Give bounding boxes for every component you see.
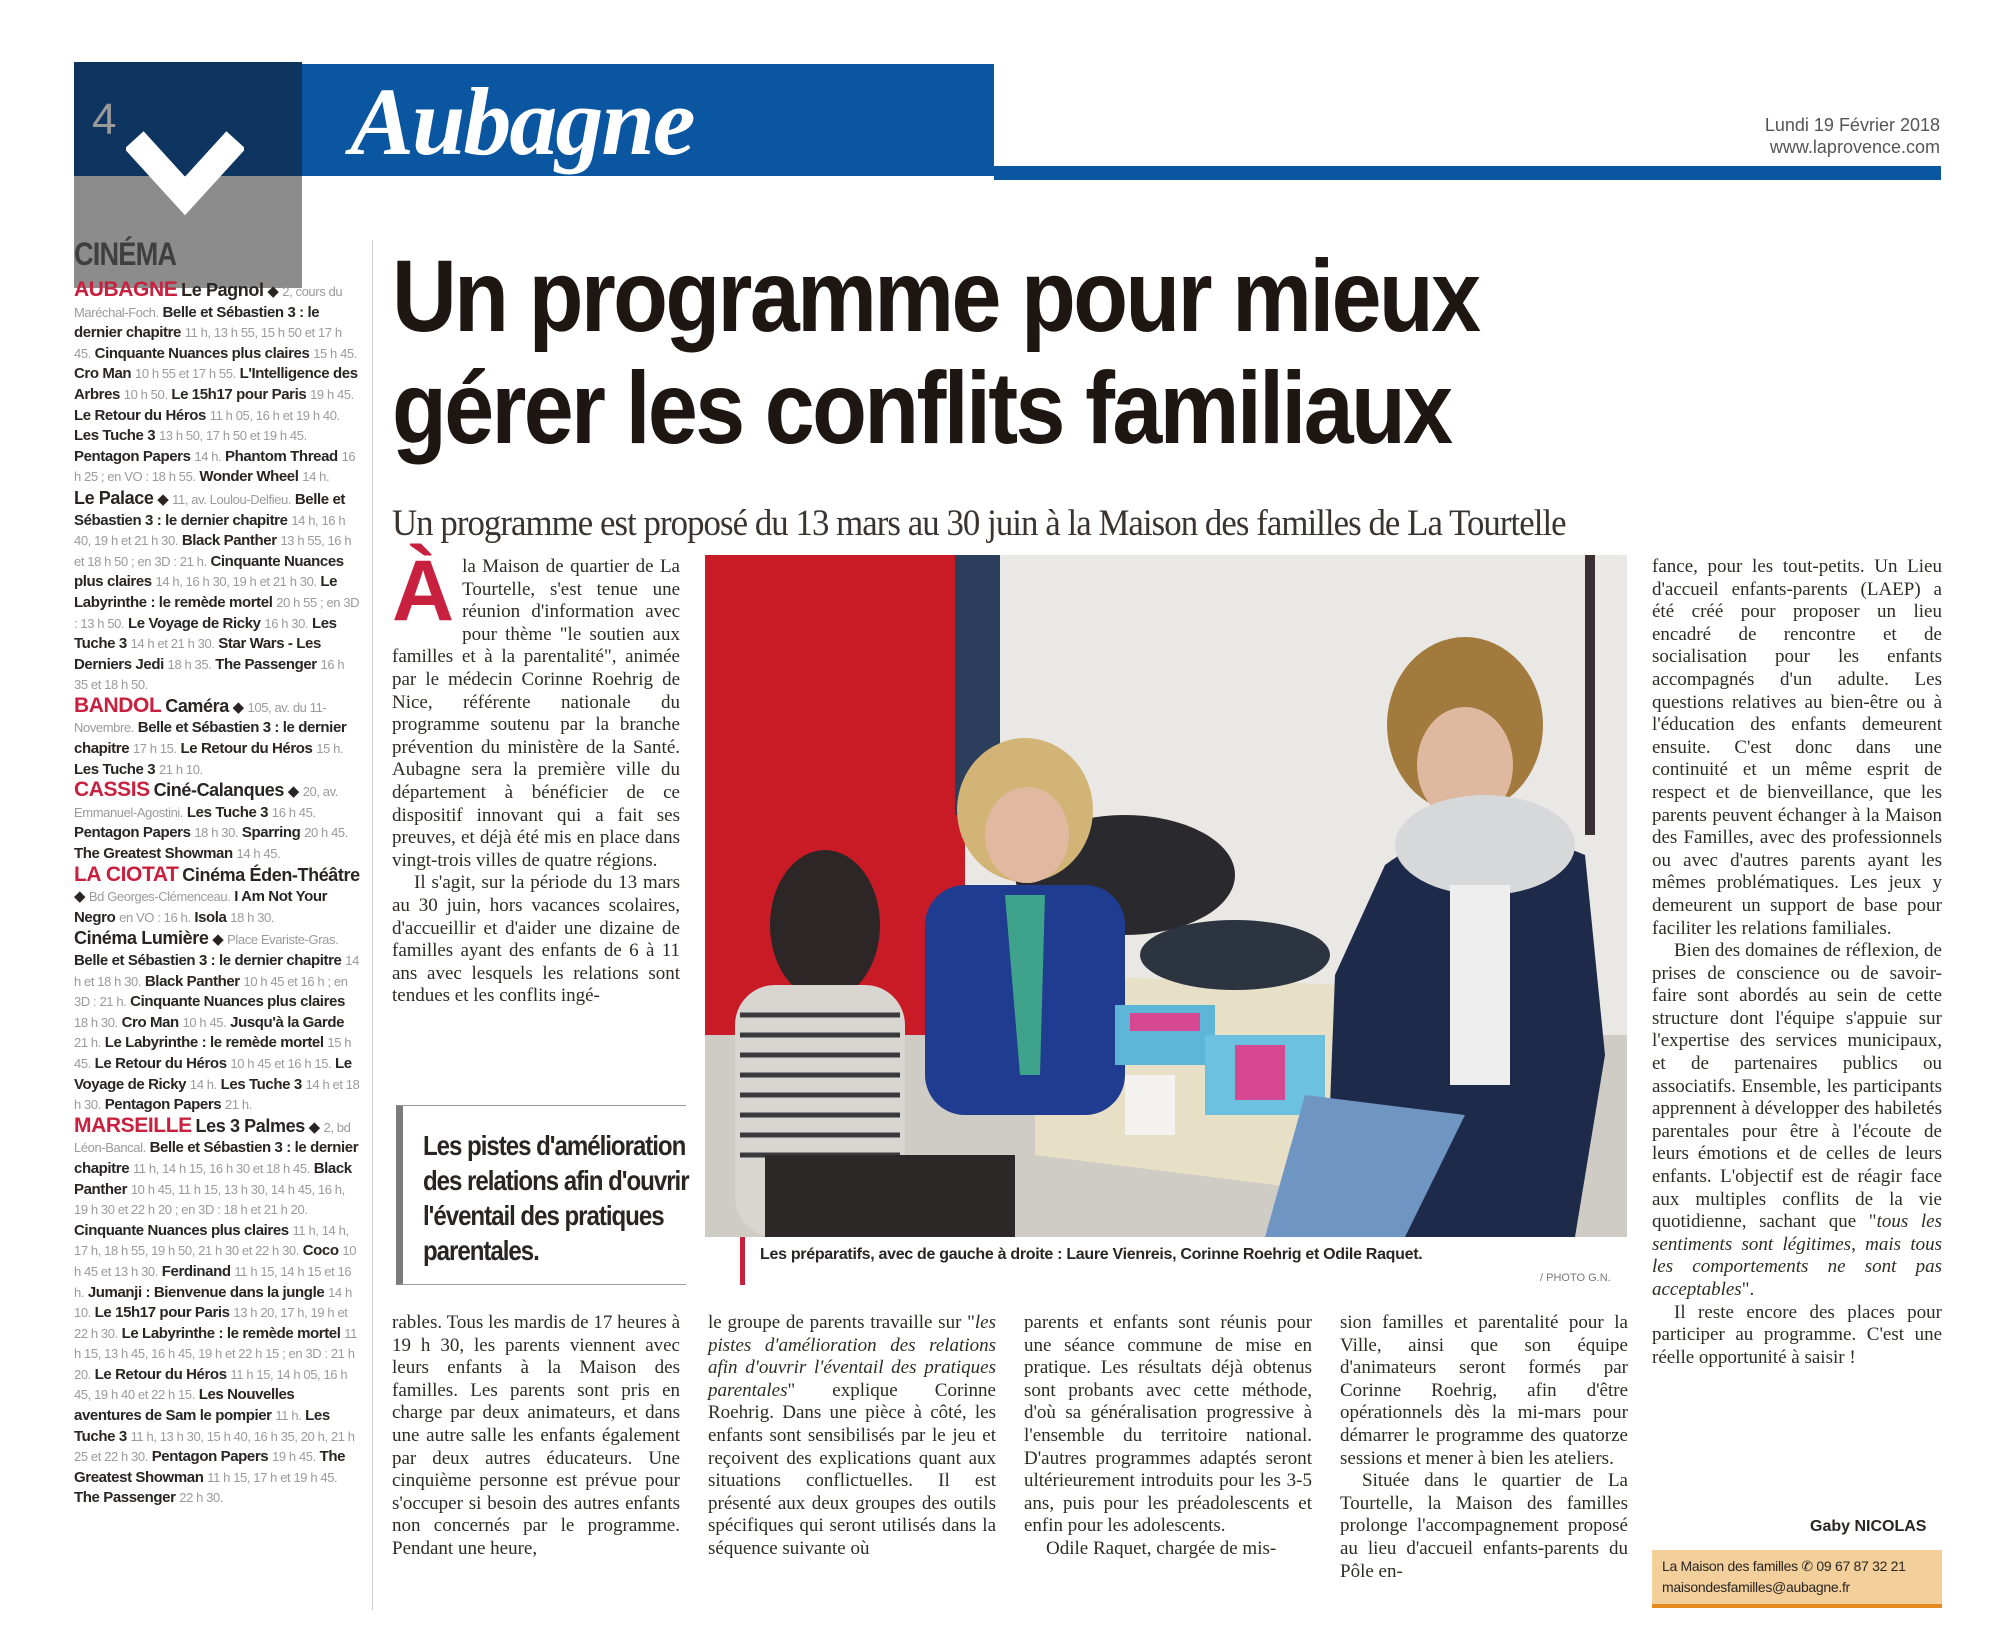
film-times: 13 h 20, 17 h, 19 h et 22 h 30. [74, 1305, 348, 1341]
film-title: Le Retour du Héros [94, 1054, 227, 1072]
film-title: Coco [302, 1242, 339, 1260]
cinema-city: AUBAGNE [74, 278, 178, 301]
film-times: 14 h, 16 h 40, 19 h et 21 h 30. [74, 512, 346, 549]
film-title: Pentagon Papers [74, 447, 191, 465]
cinema-listing [74, 780, 360, 864]
film-title: Black Panther [144, 972, 240, 990]
film-title: Le 15h17 pour Paris [171, 385, 307, 403]
article-headline [392, 240, 1765, 464]
film-times: 21 h 10. [158, 761, 203, 777]
headline-line-1: Un programme pour mieux [392, 239, 1479, 353]
cinema-listing [74, 280, 360, 488]
film-title: Cinquante Nuances plus claires [74, 1221, 289, 1239]
film-times: 14 h. [302, 469, 330, 485]
film-title: Les Tuche 3 [74, 760, 156, 778]
header-rule [994, 166, 1941, 180]
cinema-section-title: CINÉMA [74, 236, 177, 272]
pull-quote [396, 1105, 689, 1285]
article-column-bottom-1 [392, 1312, 680, 1561]
paragraph: parents et enfants sont réunis pour une séance commune de mise en pratique. Les résultats déjà obtenus sont probants avec cette méthode, d'où sa généralisation progressive à l'ensemble du territoire national. D'autres programmes adaptés seront ultérieurement introduits pour les 3-5 ans, puis pour les préadolescents et enfin pour les adolescents. [1024, 1312, 1312, 1537]
cinema-address: Bd Georges-Clémenceau. [88, 889, 231, 905]
film-title: Belle et Sébastien 3 : le dernier chapitre [74, 303, 320, 342]
diamond-icon: ◆ [153, 490, 173, 508]
film-title: Belle et Sébastien 3 : le dernier chapitre [74, 490, 346, 529]
film-title: Wonder Wheel [199, 468, 299, 486]
paragraph: rables. Tous les mardis de 17 heures à 19 h 30, les parents viennent avec leurs enfants à la Maison des familles. Les parents sont pris en charge par deux animateurs, et dans une autre salle les enfants également par deux autres éducateurs. Une cinquième personne est prévue pour s'occuper si besoin des autres enfants non concernés par le programme. Pendant une heure, [392, 1312, 680, 1559]
film-times: 11 h. [275, 1408, 302, 1424]
film-title: Pentagon Papers [74, 824, 191, 842]
film-title: Cinquante Nuances plus claires [130, 993, 345, 1011]
film-title: Jumanji : Bienvenue dans la jungle [87, 1283, 325, 1301]
film-title: Belle et Sébastien 3 : le dernier chapitre [74, 1139, 359, 1177]
contact-email[interactable]: maisondesfamilles@aubagne.fr [1662, 1579, 1850, 1595]
cinema-venue: Le Palace [74, 487, 154, 508]
film-times: 11 h, 13 h 55, 15 h 50 et 17 h 45. [74, 325, 342, 361]
cinema-address: 105, av. du 11-Novembre. [74, 699, 327, 736]
film-title: Belle et Sébastien 3 : le dernier chapitre [74, 719, 347, 758]
film-times: 20 h 45. [304, 825, 348, 841]
cinema-city: MARSEILLE [74, 1113, 192, 1137]
column-divider [372, 240, 373, 1610]
film-times: 10 h 45 et 13 h 30. [74, 1243, 357, 1279]
film-title: Belle et Sébastien 3 : le dernier chapitre [74, 952, 342, 969]
film-times: 18 h 30. [74, 1014, 118, 1030]
cinema-address: 2, cours du Maréchal-Foch. [74, 284, 343, 320]
film-times: 11 h 15, 14 h 15 et 16 h. [74, 1263, 352, 1300]
film-title: Le Retour du Héros [94, 1365, 227, 1383]
film-title: Pentagon Papers [151, 1448, 269, 1466]
film-times: 15 h 45. [74, 1035, 352, 1071]
paragraph: Bien des domaines de réflexion, de prises de conscience ou de savoir-faire sont abordés au sein de cette structure dont l'équipe s'appuie sur l'expertise des services municipaux, et de partenaires publics ou associatifs. Ensemble, les participants apprennent à développer des habiletés parentales pour être à l'écoute de leurs émotions et de celles de leurs enfants. L'objectif est de réagir face aux multiples conflits de la vie quotidienne, sachant que "tous les sentiments sont légitimes, mais tous les comportements ne sont pas acceptables". [1652, 940, 1942, 1300]
film-title: Le Labyrinthe : le remède mortel [104, 1034, 324, 1052]
photo-credit: / PHOTO G.N. [1540, 1272, 1611, 1284]
paragraph: le groupe de parents travaille sur "les pistes d'amélioration des relations afin d'ouvrir l'éventail des pratiques parentales" explique Corinne Roehrig. Dans une pièce à côté, les enfants sont sensibilisés par le jeu et reçoivent des explications quant aux situations conflictuelles. Il est présenté aux deux groupes des outils spécifiques qui seront utilisés dans la séquence suivante où [708, 1312, 996, 1559]
film-times: 17 h 15. [132, 741, 177, 757]
contact-infobox [1652, 1550, 1942, 1608]
film-title: Les Tuche 3 [220, 1075, 302, 1093]
chevron-down-icon [126, 118, 244, 218]
film-times: 19 h 45. [310, 386, 354, 402]
film-times: 13 h 55, 16 h et 18 h 50 ; en 3D : 21 h. [74, 533, 352, 569]
film-times: 14 h et 18 h 30. [74, 953, 359, 989]
film-title: Black Panther [181, 532, 277, 550]
paragraph: fance, pour les tout-petits. Un Lieu d'accueil enfants-parents (LAEP) a été créé pour proposer un lieu encadré de rencontre et de socialisation pour les enfants accompagnés d'un adulte. Les questions relatives au bien-être ou à l'éducation des enfants demeurent ensuite. C'est donc dans une continuité et un même esprit de respect et de bienveillance, que les parents peuvent échanger à la Maison des Familles, avec des professionnels ou avec d'autres parents ayant les mêmes problématiques. Les jeux y demeurent un support de base pour faciliter les relations familiales. [1652, 556, 1942, 939]
author-byline: Gaby NICOLAS [1810, 1518, 1927, 1535]
diamond-icon: ◆ [304, 1118, 324, 1136]
film-title: Sparring [241, 824, 301, 842]
film-times: 11 h, 14 h 15, 16 h 30 et 18 h 45. [132, 1160, 310, 1176]
diamond-icon: ◆ [208, 931, 228, 949]
diamond-icon: ◆ [284, 783, 303, 801]
paragraph: Il reste encore des places pour participer au programme. C'est une réelle opportunité à saisir ! [1652, 1301, 1942, 1368]
cinema-venue: Les 3 Palmes [195, 1115, 305, 1136]
film-title: Le Retour du Héros [74, 406, 206, 424]
film-times: 15 h. [316, 741, 344, 757]
film-title: The Greatest Showman [74, 845, 233, 863]
film-times: 16 h 30. [264, 615, 309, 631]
film-title: Ferdinand [161, 1262, 231, 1280]
cinema-address: 20, av. Emmanuel-Agostini. [74, 784, 338, 820]
film-title: Les Nouvelles aventures de Sam le pompier [74, 1386, 295, 1425]
cinema-city: CASSIS [74, 778, 150, 802]
film-times: 14 h 10. [74, 1284, 352, 1321]
film-times: 18 h 30. [194, 825, 239, 841]
article-subtitle: Un programme est proposé du 13 mars au 30 juin à la Maison des familles de La Tourtelle [392, 503, 1566, 544]
film-times: 16 h 25 ; en VO : 18 h 55. [74, 448, 356, 485]
diamond-icon: ◆ [228, 698, 248, 716]
film-times: 19 h 45. [272, 1449, 316, 1465]
article-column-bottom-4 [1340, 1312, 1628, 1583]
cinema-city: LA CIOTAT [74, 862, 179, 886]
cinema-venue: Caméra [165, 695, 229, 716]
film-title: Phantom Thread [225, 447, 338, 465]
headline-line-2: gérer les conflits familiaux [392, 351, 1451, 465]
film-times: 16 h 45. [271, 804, 316, 820]
film-times: 21 h. [74, 1035, 101, 1051]
film-times: 10 h 45 et 16 h ; en 3D : 21 h. [74, 973, 348, 1010]
pull-quote-text: Les pistes d'amélioration des relations afin d'ouvrir l'éventail des pratiques parentales. [423, 1130, 689, 1266]
cinema-listings [74, 280, 360, 1509]
film-title: Le 15h17 pour Paris [94, 1304, 230, 1322]
film-times: en VO : 16 h. [119, 909, 191, 925]
paragraph: Située dans le quartier de La Tourtelle, la Maison des familles prolonge l'accompagnement proposé au lieu d'accueil enfants-parents du Pôle en- [1340, 1470, 1628, 1582]
cinema-address: Place Evariste-Gras. [227, 932, 339, 948]
film-times: 14 h. [189, 1076, 217, 1092]
film-times: 15 h 45. [313, 345, 357, 361]
film-times: 14 h. [194, 448, 222, 464]
film-title: Les Tuche 3 [186, 803, 269, 821]
article-column-1 [392, 543, 680, 1008]
film-title: The Greatest Showman [74, 1448, 346, 1486]
cinema-listing [74, 1113, 360, 1509]
film-title: Le Labyrinthe : le remède mortel [121, 1324, 341, 1342]
film-times: 10 h 45 et 16 h 15. [230, 1055, 332, 1071]
film-times: 16 h 35 et 18 h 50. [74, 656, 345, 693]
film-title: Black Panther [74, 1159, 352, 1198]
section-title: Aubagne [350, 68, 694, 175]
article-column-bottom-3 [1024, 1312, 1312, 1561]
film-title: I Am Not Your Negro [74, 888, 328, 926]
film-times: 10 h 55 et 17 h 55. [134, 366, 236, 382]
film-title: Star Wars - Les Derniers Jedi [74, 635, 321, 673]
cinema-listing [74, 862, 360, 929]
cinema-venue: Ciné-Calanques [153, 780, 285, 801]
film-title: Cinquante Nuances plus claires [94, 344, 310, 362]
cinema-listing [74, 693, 360, 780]
film-times: 10 h 50. [123, 386, 168, 402]
film-title: Pentagon Papers [104, 1096, 222, 1114]
cinema-venue: Cinéma Lumière [74, 928, 209, 949]
film-title: Cinquante Nuances plus claires [74, 552, 344, 591]
film-title: The Passenger [215, 655, 317, 673]
cinema-venue: Cinéma Éden-Théâtre [182, 864, 360, 885]
diamond-icon: ◆ [263, 283, 283, 300]
film-times: 11 h 15, 17 h et 19 h 45. [207, 1469, 338, 1485]
cinema-listing [74, 488, 360, 696]
film-times: 14 h et 21 h 30. [130, 636, 215, 652]
film-title: Le Voyage de Ricky [74, 1054, 352, 1093]
film-times: 10 h 45, 11 h 15, 13 h 30, 14 h 45, 16 h, 19 h 30 et 22 h 20 ; en 3D : 18 h et 21 h 20. [74, 1181, 345, 1218]
paragraph: Il s'agit, sur la période du 13 mars au 30 juin, hors vacances scolaires, d'accueillir et d'aider une dizaine de familles ayant des enfants de 6 à 11 ans avec lesquels les relations sont tendues et les conflits ingé- [392, 872, 680, 1007]
film-times: 20 h 55 ; en 3D : 13 h 50. [74, 594, 360, 631]
film-title: Isola [194, 908, 227, 926]
cinema-city: BANDOL [74, 693, 162, 717]
film-title: Cro Man [74, 365, 132, 383]
photo-caption: Les préparatifs, avec de gauche à droite : Laure Vienreis, Corinne Roehrig et Odile Raquet. [760, 1246, 1423, 1263]
cinema-listing [74, 928, 360, 1115]
header-dateline [1765, 114, 1940, 158]
film-title: Cro Man [121, 1013, 179, 1031]
issue-date: Lundi 19 Février 2018 [1764, 115, 1940, 135]
film-title: Les Tuche 3 [74, 1407, 330, 1445]
film-times: 18 h 30. [230, 909, 275, 925]
film-title: L'Intelligence des Arbres [74, 365, 358, 403]
film-times: 11 h 15, 13 h 45, 16 h 45, 19 h et 22 h 15 ; en 3D : 21 h 20. [74, 1325, 357, 1382]
contact-phone: La Maison des familles ✆ 09 67 87 32 21 [1662, 1558, 1906, 1574]
film-times: 11 h, 14 h, 17 h, 18 h 55, 19 h 50, 21 h 30 et 22 h 30. [74, 1222, 349, 1259]
film-times: 14 h 45. [236, 846, 281, 862]
film-title: Les Tuche 3 [74, 614, 337, 653]
cinema-venue: Le Pagnol [181, 280, 264, 300]
cinema-address: 11, av. Loulou-Delfieu. [172, 491, 292, 507]
film-times: 14 h, 16 h 30, 19 h et 21 h 30. [155, 574, 317, 590]
film-times: 13 h 50, 17 h 50 et 19 h 45. [158, 428, 307, 444]
film-title: Jusqu'à la Garde [230, 1013, 345, 1031]
cinema-address: 2, bd Léon-Bancal. [74, 1119, 351, 1156]
article-column-right [1652, 556, 1942, 1369]
paragraph: sion familles et parentalité pour la Ville, ainsi que son équipe d'animateurs seront formés par Corinne Roehrig, afin d'être opérationnels dès la mi-mars pour démarrer le programme des quatorze sessions et mener à bien les ateliers. [1340, 1312, 1628, 1469]
page-number: 4 [92, 95, 117, 144]
film-title: Le Voyage de Ricky [128, 614, 261, 632]
lead-paragraph: Àla Maison de quartier de La Tourtelle, s'est tenue une réunion d'information avec pour thème "le soutien aux familles et à la parentalité", animée par le médecin Corinne Roehrig de Nice, référente nationale du programme soutenu par la branche prévention du ministère de la Santé. Aubagne sera la première ville du département à bénéficier de ce dispositif innovant qui a fait ses preuves, et déjà été mis en place dans vingt-trois villes de quatre régions. [392, 543, 680, 871]
film-title: The Passenger [74, 1489, 176, 1507]
film-times: 11 h 05, 16 h et 19 h 40. [209, 407, 340, 423]
article-photo [705, 555, 1627, 1237]
film-times: 11 h, 13 h 30, 15 h 40, 16 h 35, 20 h, 21 h 25 et 22 h 30. [74, 1428, 355, 1465]
film-title: Les Tuche 3 [74, 427, 156, 445]
photo-image [705, 555, 1627, 1237]
film-times: 11 h 15, 14 h 05, 16 h 45, 19 h 40 et 22 h 15. [74, 1366, 348, 1403]
film-times: 18 h 35. [167, 656, 212, 672]
article-column-bottom-2 [708, 1312, 996, 1561]
paragraph: Odile Raquet, chargée de mis- [1046, 1537, 1277, 1559]
film-title: Le Labyrinthe : le remède mortel [74, 573, 338, 611]
diamond-icon: ◆ [74, 888, 89, 906]
film-times: 14 h et 18 h 30. [74, 1076, 360, 1113]
film-times: 10 h 45. [182, 1014, 227, 1030]
film-times: 22 h 30. [179, 1490, 224, 1506]
film-title: Le Retour du Héros [180, 740, 313, 758]
caption-accent-bar [740, 1237, 745, 1285]
drop-cap: À [392, 543, 455, 639]
website-link[interactable]: www.laprovence.com [1769, 137, 1940, 157]
film-times: 21 h. [225, 1097, 252, 1113]
